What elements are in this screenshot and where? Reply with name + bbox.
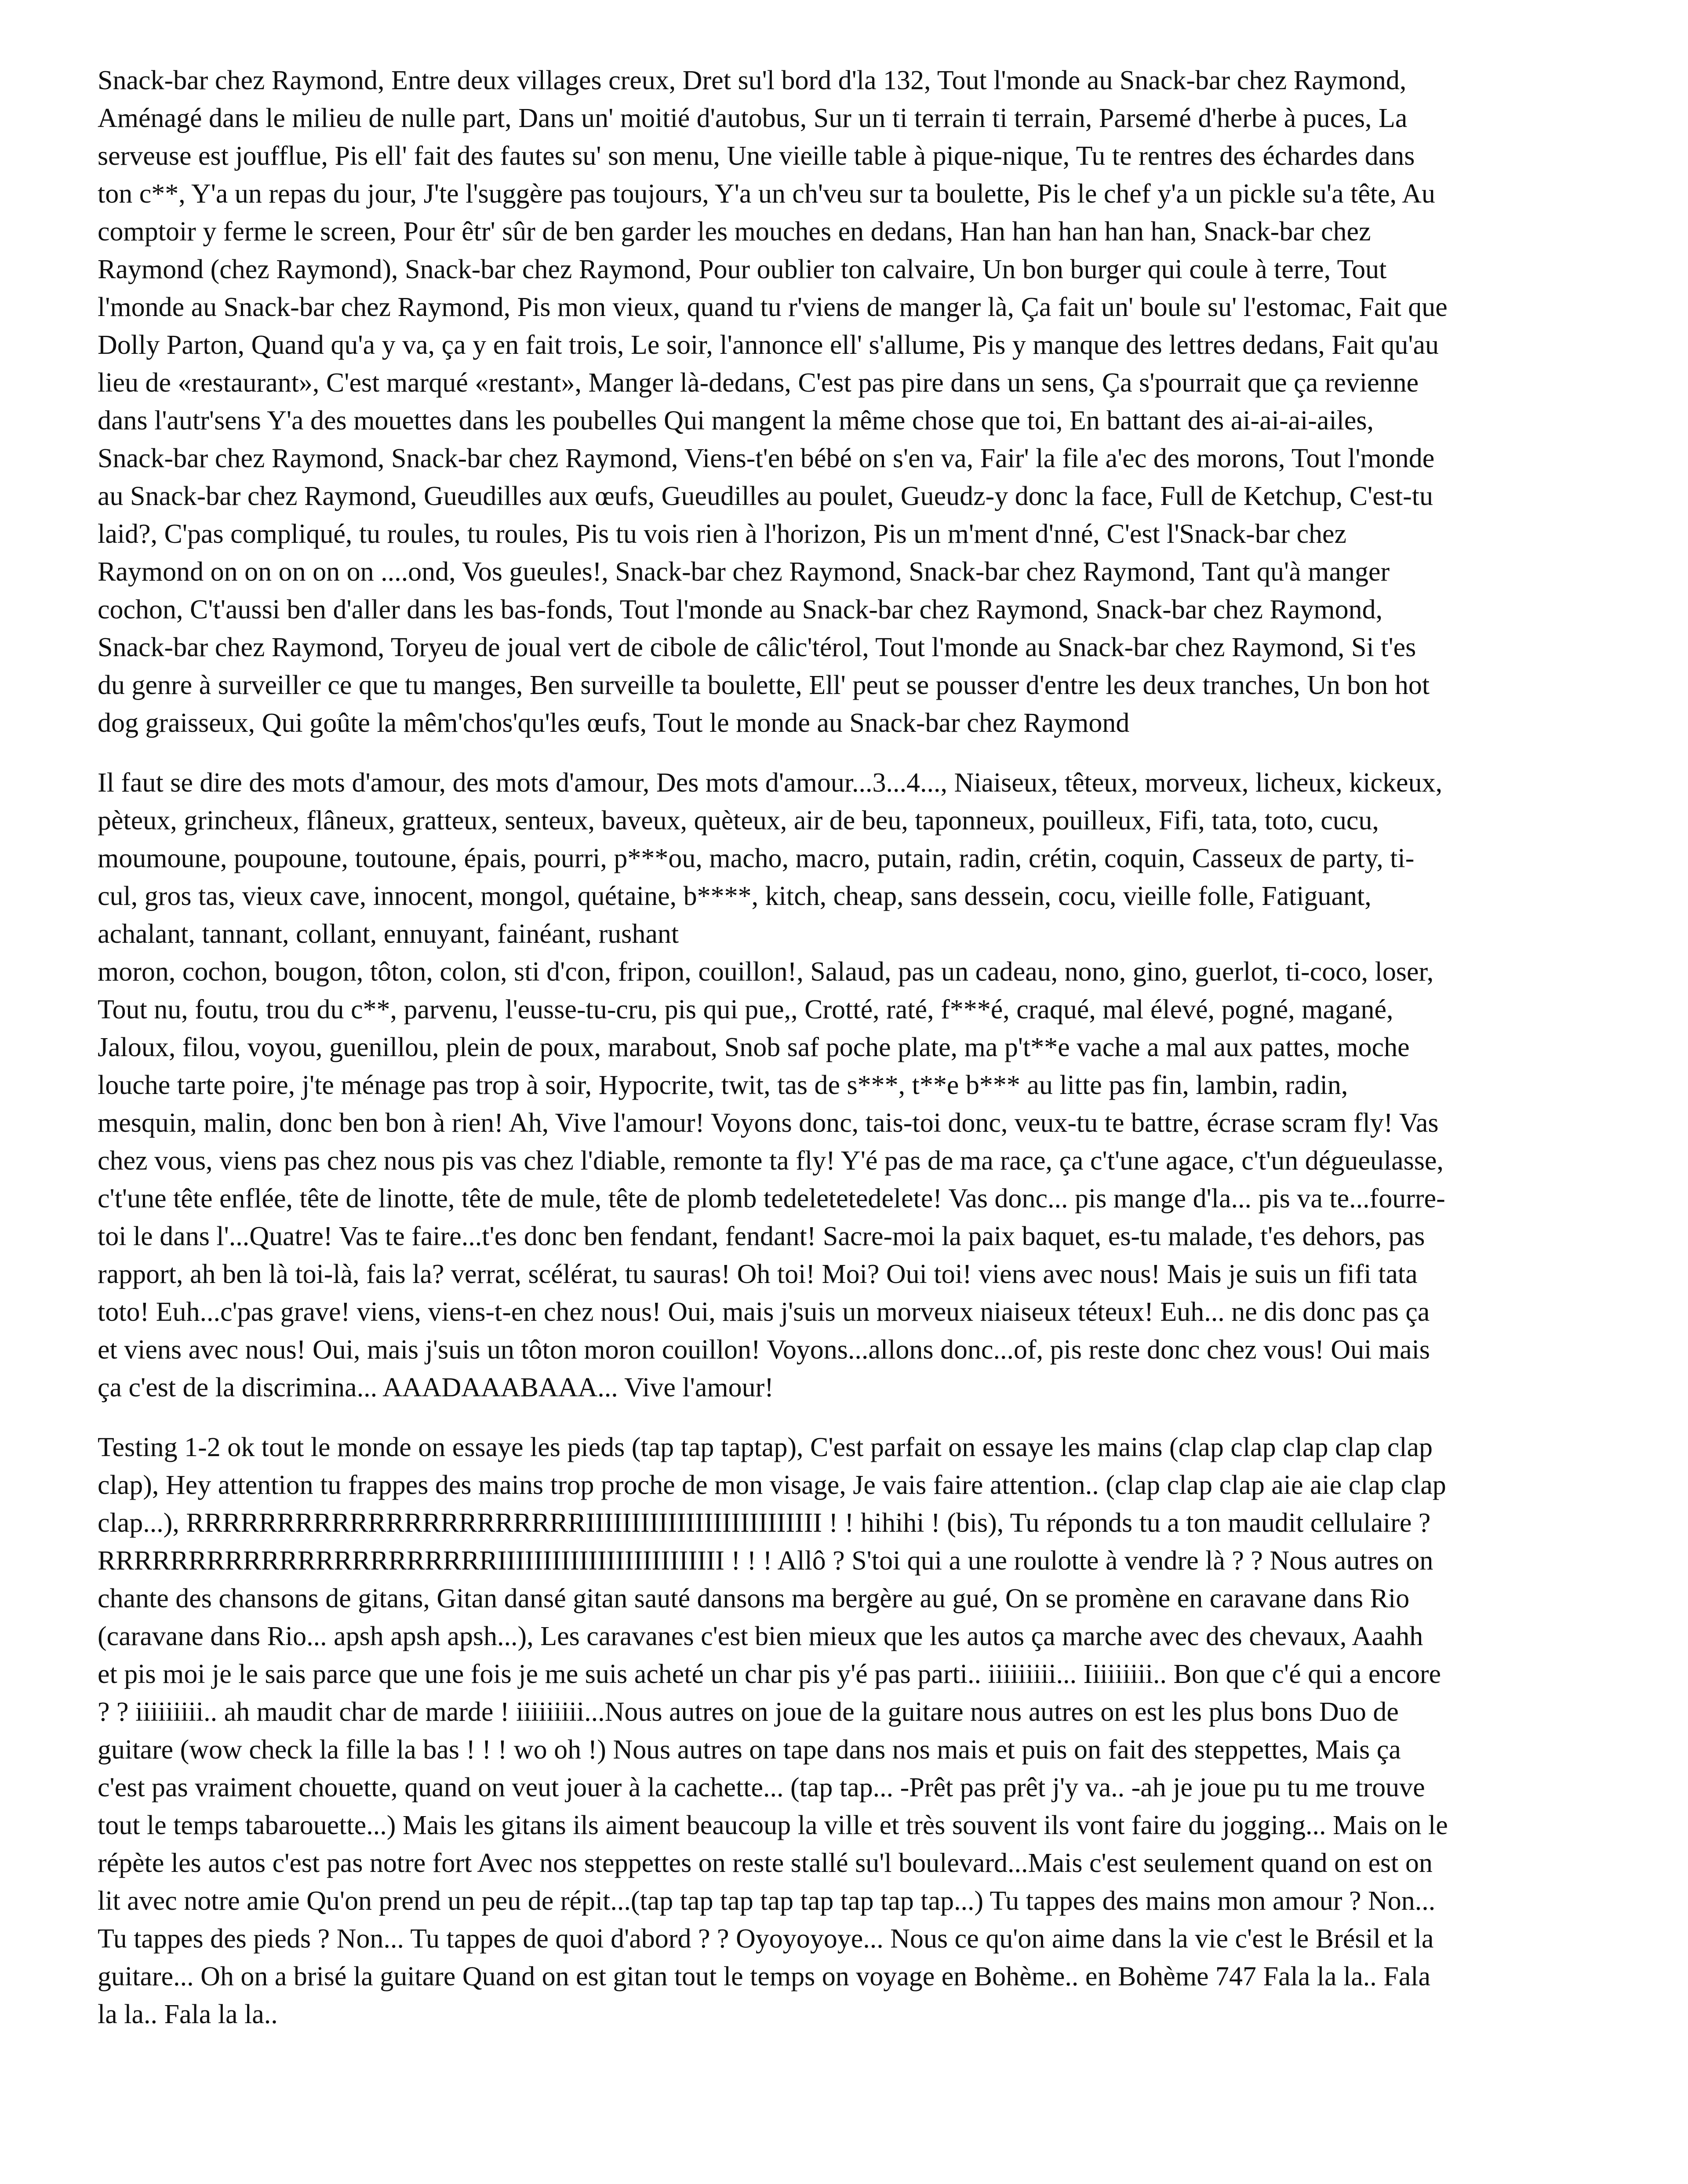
text-line: Dolly Parton, Quand qu'a y va, ça y en fait trois, Le soir, l'annonce ell' s'allume, Pis y manque des lettres dedans, Fait qu'au <box>98 330 1439 360</box>
text-line: clap...), RRRRRRRRRRRRRRRRRRRRRRIIIIIIIIIIIIIIIIIIIIIIIIII ! ! hihihi ! (bis), Tu réponds tu a ton maudit cellulaire ? <box>98 1508 1431 1538</box>
text-line: ? ? iiiiiiiii.. ah maudit char de marde ! iiiiiiiii...Nous autres on joue de la guitare nous autres on est les plus bons Duo de <box>98 1697 1399 1727</box>
text-line: clap), Hey attention tu frappes des mains trop proche de mon visage, Je vais faire attention.. (clap clap clap aie aie clap clap <box>98 1470 1446 1500</box>
text-line: la la.. Fala la la.. <box>98 1999 278 2029</box>
text-line: tout le temps tabarouette...) Mais les gitans ils aiment beaucoup la ville et très souvent ils vont faire du jogging... Mais on le <box>98 1810 1448 1840</box>
text-line: lit avec notre amie Qu'on prend un peu de répit...(tap tap tap tap tap tap tap tap...) Tu tappes des mains mon amour ? Non... <box>98 1886 1436 1916</box>
text-line: mesquin, malin, donc ben bon à rien! Ah, Vive l'amour! Voyons donc, tais-toi donc, veux-tu te battre, écrase scram fly! Vas <box>98 1108 1439 1138</box>
text-line: Jaloux, filou, voyou, guenillou, plein de poux, marabout, Snob saf poche plate, ma p't**e vache a mal aux pattes, moche <box>98 1032 1410 1062</box>
text-line: cul, gros tas, vieux cave, innocent, mongol, quétaine, b****, kitch, cheap, sans dessein, cocu, vieille folle, Fatiguant, <box>98 881 1372 911</box>
text-line: ton c**, Y'a un repas du jour, J'te l'suggère pas toujours, Y'a un ch'veu sur ta boulette, Pis le chef y'a un pickle su'a tête, Au <box>98 179 1435 209</box>
paragraph <box>98 1428 1604 2033</box>
text-line: guitare... Oh on a brisé la guitare Quand on est gitan tout le temps on voyage en Bohème.. en Bohème 747 Fala la la.. Fala <box>98 1962 1431 1991</box>
text-line: c't'une tête enflée, tête de linotte, tête de mule, tête de plomb tedeletetedelete! Vas donc... pis mange d'la... pis va te...fourre- <box>98 1184 1445 1214</box>
text-line: dans l'autr'sens Y'a des mouettes dans les poubelles Qui mangent la même chose que toi, En battant des ai-ai-ai-ailes, <box>98 406 1374 436</box>
text-line: achalant, tannant, collant, ennuyant, fainéant, rushant <box>98 919 679 949</box>
paragraph <box>98 62 1604 742</box>
text-line: au Snack-bar chez Raymond, Gueudilles aux œufs, Gueudilles au poulet, Gueudz-y donc la face, Full de Ketchup, C'est-tu <box>98 481 1433 511</box>
text-line: Snack-bar chez Raymond, Toryeu de joual vert de cibole de câlic'térol, Tout l'monde au Snack-bar chez Raymond, Si t'es <box>98 632 1416 662</box>
text-line: lieu de «restaurant», C'est marqué «restant», Manger là-dedans, C'est pas pire dans un sens, Ça s'pourrait que ça revienne <box>98 368 1419 398</box>
text-line: répète les autos c'est pas notre fort Avec nos steppettes on reste stallé su'l boulevard...Mais c'est seulement quand on est on <box>98 1848 1433 1878</box>
text-line: pèteux, grincheux, flâneux, gratteux, senteux, baveux, quèteux, air de beu, taponneux, pouilleux, Fifi, tata, toto, cucu, <box>98 806 1379 836</box>
text-line: dog graisseux, Qui goûte la mêm'chos'qu'les œufs, Tout le monde au Snack-bar chez Raymond <box>98 708 1130 738</box>
text-line: laid?, C'pas compliqué, tu roules, tu roules, Pis tu vois rien à l'horizon, Pis un m'ment d'nné, C'est l'Snack-bar chez <box>98 519 1347 549</box>
text-line: toi le dans l'...Quatre! Vas te faire...t'es donc ben fendant, fendant! Sacre-moi la paix baquet, es-tu malade, t'es dehors, pas <box>98 1221 1425 1251</box>
text-line: cochon, C't'aussi ben d'aller dans les bas-fonds, Tout l'monde au Snack-bar chez Raymond, Snack-bar chez Raymond, <box>98 595 1383 625</box>
text-line: Tout nu, foutu, trou du c**, parvenu, l'eusse-tu-cru, pis qui pue,, Crotté, raté, f***é, craqué, mal élevé, pogné, magané, <box>98 995 1393 1025</box>
text-line: guitare (wow check la fille la bas ! ! ! wo oh !) Nous autres on tape dans nos mais et puis on fait des steppettes, Mais ça <box>98 1735 1401 1765</box>
text-line: du genre à surveiller ce que tu manges, Ben surveille ta boulette, Ell' peut se pousser d'entre les deux tranches, Un bon hot <box>98 670 1430 700</box>
text-line: Raymond on on on on on ....ond, Vos gueules!, Snack-bar chez Raymond, Snack-bar chez Raymond, Tant qu'à manger <box>98 557 1390 587</box>
text-line: louche tarte poire, j'te ménage pas trop à soir, Hypocrite, twit, tas de s***, t**e b*** au litte pas fin, lambin, radin, <box>98 1070 1348 1100</box>
text-line: Snack-bar chez Raymond, Snack-bar chez Raymond, Viens-t'en bébé on s'en va, Fair' la file a'ec des morons, Tout l'monde <box>98 443 1435 473</box>
text-line: l'monde au Snack-bar chez Raymond, Pis mon vieux, quand tu r'viens de manger là, Ça fait un' boule su' l'estomac, Fait que <box>98 292 1448 322</box>
text-line: ça c'est de la discrimina... AAADAAABAAA... Vive l'amour! <box>98 1373 774 1403</box>
text-line: chez vous, viens pas chez nous pis vas chez l'diable, remonte ta fly! Y'é pas de ma race, ça c't'une agace, c't'un dégueulasse, <box>98 1146 1444 1176</box>
text-line: moumoune, poupoune, toutoune, épais, pourri, p***ou, macho, macro, putain, radin, crétin, coquin, Casseux de party, ti- <box>98 843 1415 873</box>
text-line: moron, cochon, bougon, tôton, colon, sti d'con, fripon, couillon!, Salaud, pas un cadeau, nono, gino, guerlot, ti-coco, loser, <box>98 957 1434 987</box>
text-line: toto! Euh...c'pas grave! viens, viens-t-en chez nous! Oui, mais j'suis un morveux niaiseux téteux! Euh... ne dis donc pas ça <box>98 1297 1430 1327</box>
text-line: Aménagé dans le milieu de nulle part, Dans un' moitié d'autobus, Sur un ti terrain ti terrain, Parsemé d'herbe à puces, La <box>98 103 1408 133</box>
text-line: c'est pas vraiment chouette, quand on veut jouer à la cachette... (tap tap... -Prêt pas prêt j'y va.. -ah je joue pu tu me trouve <box>98 1773 1425 1802</box>
text-line: comptoir y ferme le screen, Pour êtr' sûr de ben garder les mouches en dedans, Han han han han han, Snack-bar chez <box>98 217 1371 247</box>
text-line: rapport, ah ben là toi-là, fais la? verrat, scélérat, tu sauras! Oh toi! Moi? Oui toi! viens avec nous! Mais je suis un fifi tata <box>98 1259 1418 1289</box>
document-page <box>98 62 1604 2033</box>
text-line: et pis moi je le sais parce que une fois je me suis acheté un char pis y'é pas parti.. iiiiiiiii... Iiiiiiiii.. Bon que c'é qui a encore <box>98 1659 1441 1689</box>
text-line: chante des chansons de gitans, Gitan dansé gitan sauté dansons ma bergère au gué, On se promène en caravane dans Rio <box>98 1584 1410 1613</box>
text-line: Testing 1-2 ok tout le monde on essaye les pieds (tap tap taptap), C'est parfait on essaye les mains (clap clap clap clap clap <box>98 1432 1433 1462</box>
text-line: Il faut se dire des mots d'amour, des mots d'amour, Des mots d'amour...3...4..., Niaiseux, têteux, morveux, licheux, kickeux, <box>98 768 1443 798</box>
text-line: Tu tappes des pieds ? Non... Tu tappes de quoi d'abord ? ? Oyoyoyoye... Nous ce qu'on aime dans la vie c'est le Brésil et la <box>98 1924 1434 1954</box>
text-line: et viens avec nous! Oui, mais j'suis un tôton moron couillon! Voyons...allons donc...of, pis reste donc chez vous! Oui mais <box>98 1335 1430 1365</box>
text-line: Raymond (chez Raymond), Snack-bar chez Raymond, Pour oublier ton calvaire, Un bon burger qui coule à terre, Tout <box>98 254 1387 284</box>
text-line: RRRRRRRRRRRRRRRRRRRRRRIIIIIIIIIIIIIIIIIIIIIIIII ! ! ! Allô ? S'toi qui a une roulotte à vendre là ? ? Nous autres on <box>98 1546 1433 1576</box>
text-line: serveuse est joufflue, Pis ell' fait des fautes su' son menu, Une vieille table à pique-nique, Tu te rentres des échardes dans <box>98 141 1415 171</box>
paragraph <box>98 764 1604 1406</box>
text-line: Snack-bar chez Raymond, Entre deux villages creux, Dret su'l bord d'la 132, Tout l'monde au Snack-bar chez Raymond, <box>98 65 1407 95</box>
text-line: (caravane dans Rio... apsh apsh apsh...), Les caravanes c'est bien mieux que les autos ça marche avec des chevaux, Aaahh <box>98 1621 1423 1651</box>
